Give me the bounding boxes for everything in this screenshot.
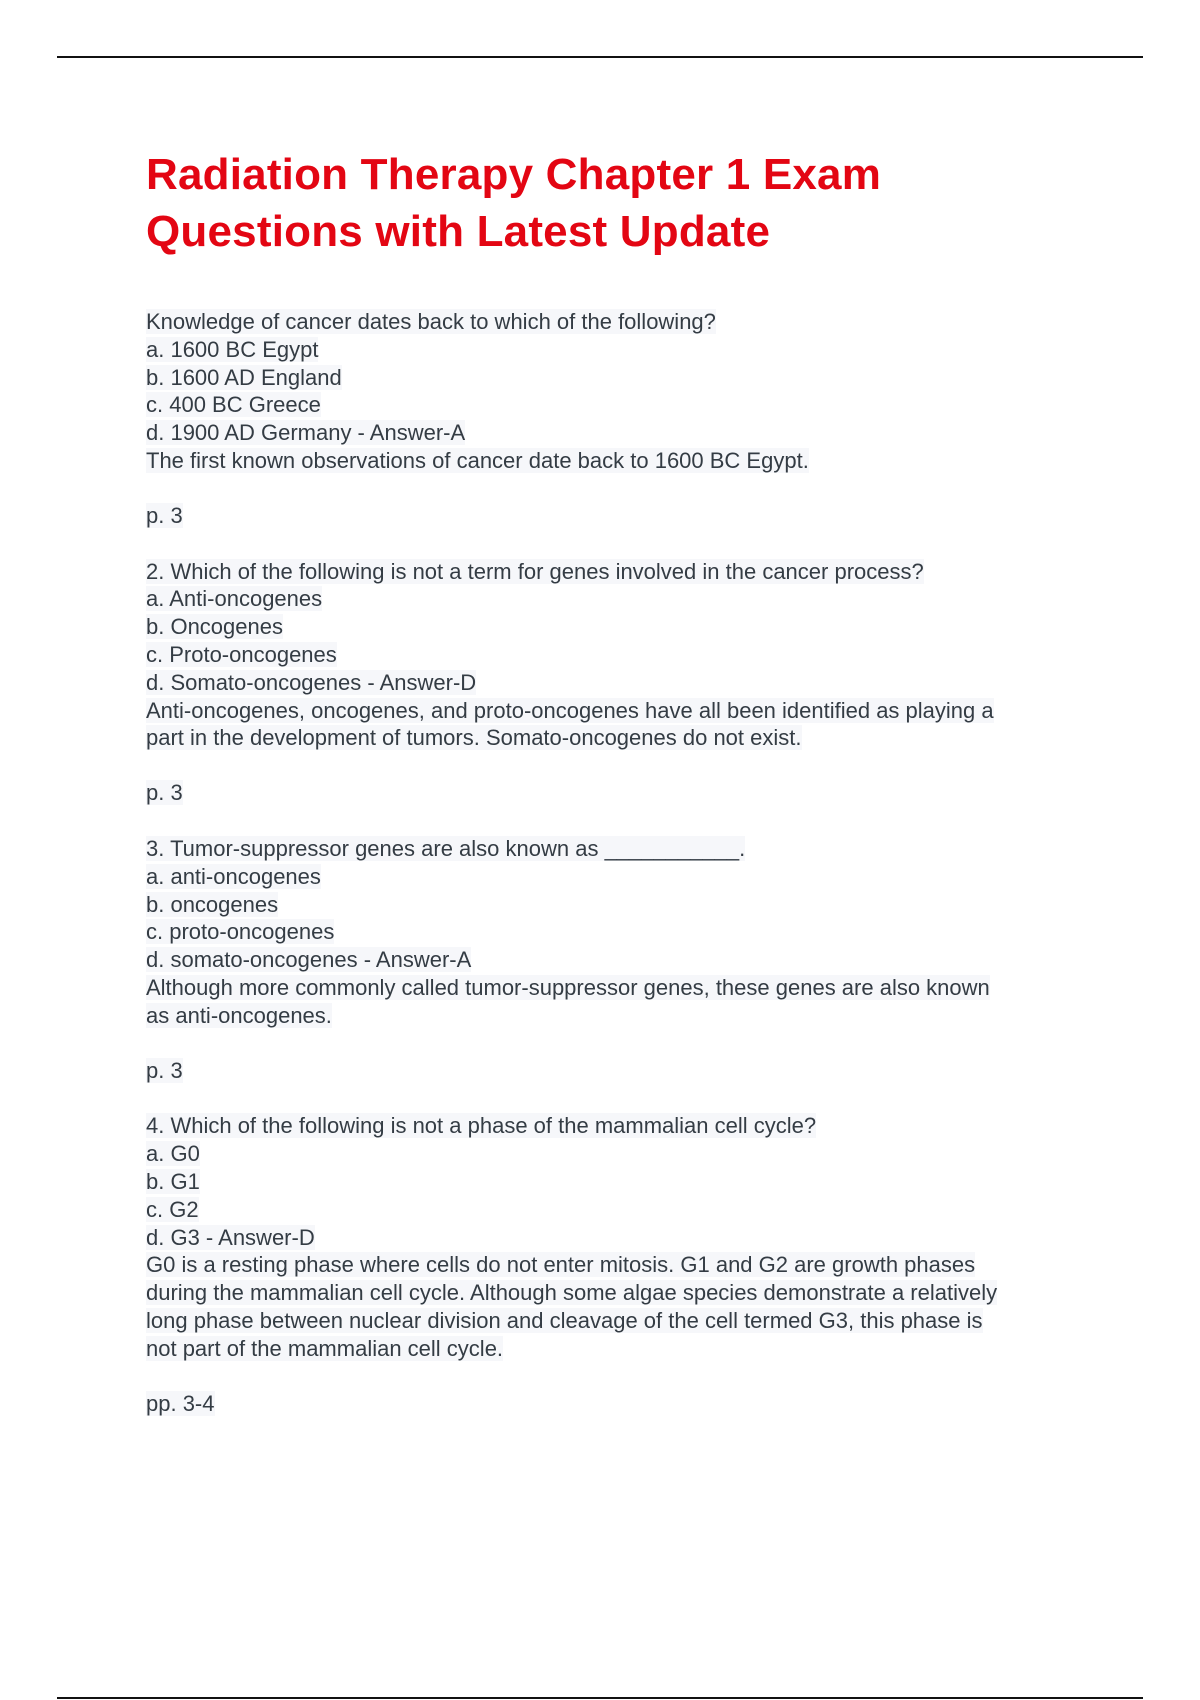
option-d-answer: d. Somato-oncogenes - Answer-D (146, 669, 477, 695)
question-text: 4. Which of the following is not a phase of the mammalian cell cycle? (146, 1113, 817, 1139)
option-a: a. G0 (146, 1141, 200, 1167)
title-line-1: Radiation Therapy Chapter 1 Exam (146, 150, 882, 199)
explanation-line: The first known observations of cancer date back to 1600 BC Egypt. (146, 447, 809, 473)
question-block-3 (146, 835, 1096, 1084)
question-block-2 (146, 558, 1096, 807)
question-text: Knowledge of cancer dates back to which of the following? (146, 309, 716, 334)
page-reference: pp. 3-4 (146, 1390, 215, 1416)
question-text: 3. Tumor-suppressor genes are also known as ___________. (146, 835, 746, 861)
option-d-answer: d. 1900 AD Germany - Answer-A (146, 420, 466, 446)
option-b: b. G1 (146, 1168, 200, 1194)
option-a: a. anti-oncogenes (146, 863, 321, 889)
option-d-answer: d. somato-oncogenes - Answer-A (146, 947, 472, 973)
explanation-line: Although more commonly called tumor-suppressor genes, these genes are also known (146, 974, 990, 1000)
question-list (146, 308, 1096, 1417)
option-b: b. 1600 AD England (146, 364, 342, 390)
option-c: c. 400 BC Greece (146, 392, 321, 418)
page-reference: p. 3 (146, 502, 183, 528)
option-a: a. Anti-oncogenes (146, 586, 323, 612)
title-line-2: Questions with Latest Update (146, 207, 771, 256)
explanation-line: during the mammalian cell cycle. Although some algae species demonstrate a relatively (146, 1280, 998, 1306)
explanation-line: G0 is a resting phase where cells do not enter mitosis. G1 and G2 are growth phases (146, 1252, 976, 1278)
explanation-line: Anti-oncogenes, oncogenes, and proto-oncogenes have all been identified as playing a (146, 697, 994, 723)
question-block-1 (146, 308, 1096, 530)
bottom-rule (57, 1697, 1143, 1699)
option-c: c. Proto-oncogenes (146, 641, 337, 667)
top-rule (57, 56, 1143, 58)
page-reference: p. 3 (146, 1057, 183, 1083)
document-title (146, 146, 1096, 260)
explanation-line: long phase between nuclear division and cleavage of the cell termed G3, this phase is (146, 1307, 983, 1333)
option-d-answer: d. G3 - Answer-D (146, 1224, 315, 1250)
explanation-line: not part of the mammalian cell cycle. (146, 1335, 504, 1361)
option-a: a. 1600 BC Egypt (146, 336, 319, 362)
page-reference: p. 3 (146, 780, 183, 806)
question-block-4 (146, 1112, 1096, 1417)
explanation-line: part in the development of tumors. Somato-oncogenes do not exist. (146, 725, 802, 751)
option-c: c. G2 (146, 1196, 199, 1222)
option-b: b. Oncogenes (146, 614, 283, 640)
option-c: c. proto-oncogenes (146, 919, 335, 945)
explanation-line: as anti-oncogenes. (146, 1002, 332, 1028)
question-text: 2. Which of the following is not a term for genes involved in the cancer process? (146, 558, 924, 584)
document-content (146, 146, 1096, 1445)
option-b: b. oncogenes (146, 891, 279, 917)
